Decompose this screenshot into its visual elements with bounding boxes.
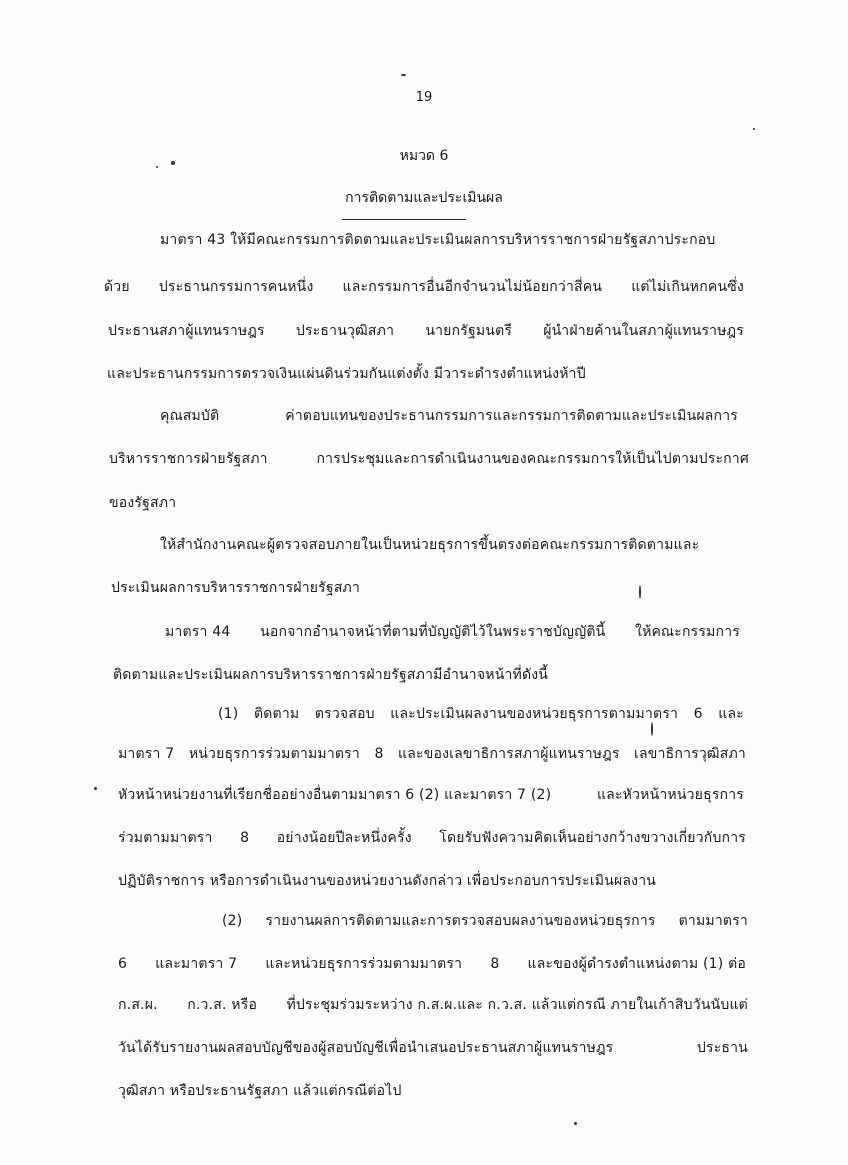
para2-line1 bbox=[160, 407, 738, 425]
para2-line3: ของรัฐสภา bbox=[109, 495, 177, 511]
item-number: (1) bbox=[218, 706, 239, 722]
text-segment: และหัวหน้าหน่วยธุรการ bbox=[596, 787, 744, 803]
text-segment: ติดตาม bbox=[253, 706, 300, 722]
text-segment: ให้คณะกรรมการ bbox=[635, 624, 740, 640]
text-segment: และของเลขาธิการสภาผู้แทนราษฎร bbox=[398, 746, 620, 762]
item2-line3 bbox=[118, 996, 748, 1014]
text-segment: นายกรัฐมนตรี bbox=[425, 323, 513, 339]
para3-line2: ประเมินผลการบริหารราชการฝ่ายรัฐสภา bbox=[111, 580, 361, 596]
para1-line3 bbox=[108, 322, 744, 340]
item1-line1 bbox=[218, 705, 744, 723]
text-segment: ด้วย bbox=[104, 279, 130, 295]
text-segment: และกรรมการอื่นอีกจำนวนไม่น้อยกว่าสี่คน bbox=[342, 279, 603, 295]
scan-speck bbox=[574, 1122, 577, 1125]
text-segment: ที่ประชุมร่วมระหว่าง ก.ส.ผ.และ ก.ว.ส. แล้วแต่กรณี ภายในเก้าสิบวันนับแต่ bbox=[286, 997, 748, 1013]
text-segment: และของผู้ดำรงตำแหน่งตาม (1) ต่อ bbox=[527, 956, 746, 972]
text-segment: ประธานสภาผู้แทนราษฎร bbox=[108, 323, 265, 339]
item-number: (2) bbox=[222, 913, 243, 929]
text-segment: คุณสมบัติ bbox=[160, 408, 220, 424]
para2-line2 bbox=[109, 450, 749, 468]
text-segment: แต่ไม่เกินหกคนซึ่ง bbox=[631, 279, 744, 295]
text-segment: วันได้รับรายงานผลสอบบัญชีของผู้สอบบัญชีเพื่อนำเสนอประธานสภาผู้แทนราษฎร bbox=[118, 1040, 614, 1056]
item1-line5: ปฏิบัติราชการ หรือการดำเนินงานของหน่วยงานดังกล่าว เพื่อประกอบการประเมินผลงาน bbox=[118, 873, 657, 889]
text-segment: เลขาธิการวุฒิสภา bbox=[634, 746, 746, 762]
scan-speck bbox=[651, 722, 653, 736]
text-segment: หัวหน้าหน่วยงานที่เรียกชื่ออย่างอื่นตามมาตรา 6 (2) และมาตรา 7 (2) bbox=[118, 787, 552, 803]
text-segment: ตามมาตรา bbox=[678, 913, 748, 929]
text-segment: อย่างน้อยปีละหนึ่งครั้ง bbox=[276, 830, 412, 846]
text-segment: ก.ส.ผ. bbox=[118, 997, 158, 1013]
text-segment: ตรวจสอบ bbox=[314, 706, 375, 722]
text-segment: 8 bbox=[374, 746, 384, 762]
text-segment: ประธานกรรมการคนหนึ่ง bbox=[158, 279, 314, 295]
text-segment: และ bbox=[718, 706, 744, 722]
text-segment: บริหารราชการฝ่ายรัฐสภา bbox=[109, 451, 268, 467]
text-segment: มาตรา 7 bbox=[118, 746, 175, 762]
scan-speck bbox=[401, 74, 406, 76]
scan-speck bbox=[639, 585, 641, 599]
text-segment: ประธานวุฒิสภา bbox=[295, 323, 395, 339]
text-segment: หน่วยธุรการร่วมตามมาตรา bbox=[188, 746, 360, 762]
scan-speck bbox=[753, 128, 755, 130]
para4-line1 bbox=[165, 623, 740, 641]
title-underline bbox=[342, 219, 466, 220]
para4-line2: ติดตามและประเมินผลการบริหารราชการฝ่ายรัฐสภามีอำนาจหน้าที่ดังนี้ bbox=[113, 667, 549, 683]
text-segment: นอกจากอำนาจหน้าที่ตามที่บัญญัติไว้ในพระราชบัญญัตินี้ bbox=[260, 624, 606, 640]
para1-line4: และประธานกรรมการตรวจเงินแผ่นดินร่วมกันแต่งตั้ง มีวาระดำรงตำแหน่งห้าปี bbox=[107, 366, 586, 382]
text-segment: และหน่วยธุรการร่วมตามมาตรา bbox=[265, 956, 463, 972]
text-segment: 6 bbox=[118, 956, 128, 972]
para3-line1: ให้สำนักงานคณะผู้ตรวจสอบภายในเป็นหน่วยธุรการขึ้นตรงต่อคณะกรรมการติดตามและ bbox=[160, 537, 700, 553]
page-number: 19 bbox=[415, 90, 433, 105]
text-segment: ก.ว.ส. หรือ bbox=[187, 997, 258, 1013]
text-segment: ประธาน bbox=[696, 1040, 748, 1056]
text-segment: การประชุมและการดำเนินงานของคณะกรรมการให้เป็นไปตามประกาศ bbox=[316, 451, 749, 467]
text-segment: ผู้นำฝ่ายค้านในสภาผู้แทนราษฎร bbox=[543, 323, 744, 339]
item2-line4 bbox=[118, 1039, 748, 1057]
text-segment: 6 bbox=[693, 706, 703, 722]
text-segment: และประเมินผลงานของหน่วยธุรการตามมาตรา bbox=[390, 706, 679, 722]
text-segment: รายงานผลการติดตามและการตรวจสอบผลงานของหน่วยธุรการ bbox=[265, 913, 656, 929]
text-segment: ร่วมตามมาตรา bbox=[118, 830, 213, 846]
para1-line1: มาตรา 43 ให้มีคณะกรรมการติดตามและประเมินผลการบริหารราชการฝ่ายรัฐสภาประกอบ bbox=[160, 232, 716, 248]
item2-line5: วุฒิสภา หรือประธานรัฐสภา แล้วแต่กรณีต่อไป bbox=[118, 1083, 402, 1099]
text-segment: โดยรับฟังความคิดเห็นอย่างกว้างขวางเกี่ยวกับการ bbox=[439, 830, 746, 846]
item1-line2 bbox=[118, 745, 746, 763]
chapter-heading: หมวด 6 bbox=[399, 148, 449, 164]
item2-line2 bbox=[118, 955, 746, 973]
item2-line1 bbox=[222, 912, 748, 930]
item1-line4 bbox=[118, 829, 746, 847]
item1-line3 bbox=[118, 786, 744, 804]
scan-speck bbox=[94, 787, 97, 790]
para1-line2 bbox=[104, 278, 744, 296]
text-segment: 8 bbox=[490, 956, 500, 972]
text-segment: ค่าตอบแทนของประธานกรรมการและกรรมการติดตามและประเมินผลการ bbox=[285, 408, 738, 424]
text-segment: และมาตรา 7 bbox=[155, 956, 238, 972]
text-segment: มาตรา 44 bbox=[165, 624, 231, 640]
chapter-title: การติดตามและประเมินผล bbox=[345, 190, 503, 206]
text-segment: 8 bbox=[240, 830, 250, 846]
